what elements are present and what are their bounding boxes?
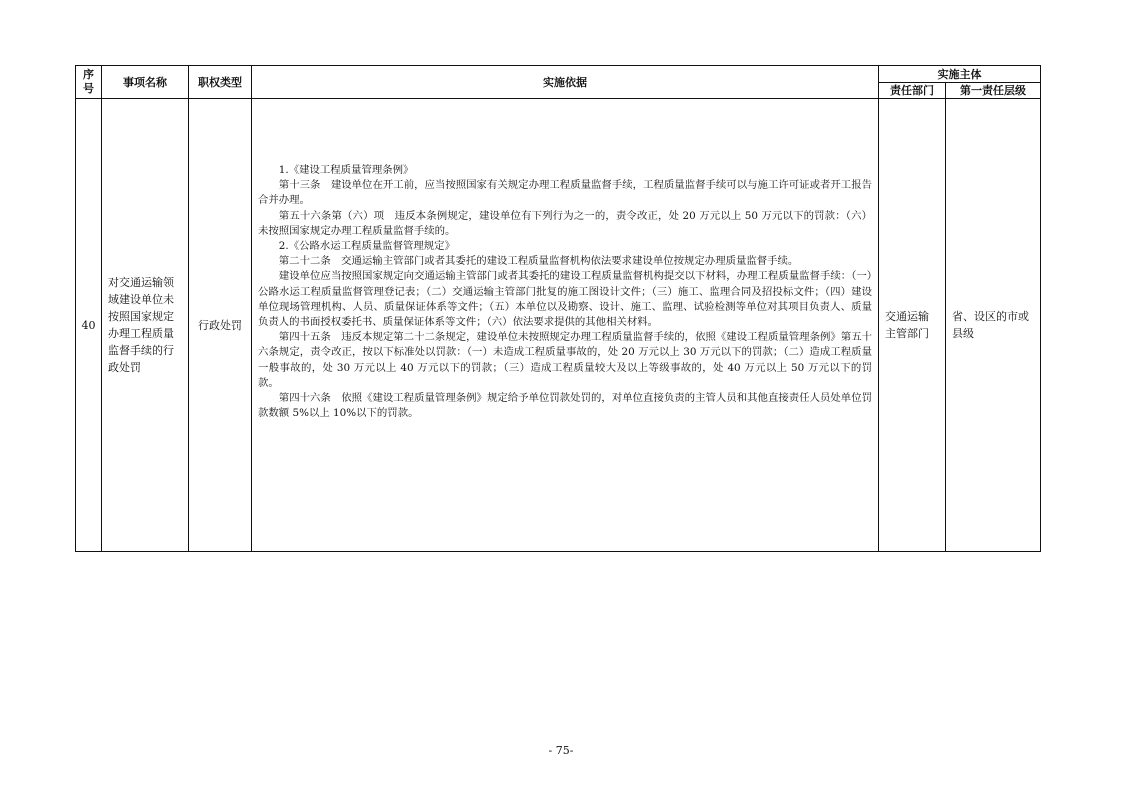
basis-paragraph: 第二十二条 交通运输主管部门或者其委托的建设工程质量监督机构依法要求建设单位按规定办理质量监督手续。 bbox=[278, 255, 799, 268]
cell-item-name: 对交通运输领域建设单位未按照国家规定办理工程质量监督手续的行政处罚 bbox=[102, 99, 189, 552]
power-list-table bbox=[75, 65, 1041, 552]
header-dept: 责任部门 bbox=[879, 83, 946, 99]
basis-text bbox=[258, 99, 872, 421]
header-row-1 bbox=[76, 66, 1041, 83]
basis-paragraph: 1.《建设工程质量管理条例》 bbox=[278, 164, 414, 176]
cell-basis bbox=[252, 99, 879, 552]
header-seq: 序号 bbox=[76, 66, 102, 99]
header-item-name: 事项名称 bbox=[102, 66, 189, 99]
cell-seq: 40 bbox=[76, 99, 102, 552]
page-number: - 75- bbox=[548, 744, 574, 757]
basis-paragraph: 第十三条 建设单位在开工前，应当按照国家有关规定办理工程质量监督手续，工程质量监督手续可以与施工许可证或者开工报告合并办理。 bbox=[258, 179, 872, 207]
cell-dept: 交通运输主管部门 bbox=[879, 99, 946, 552]
table-row bbox=[76, 99, 1041, 552]
basis-paragraph: 第四十六条 依照《建设工程质量管理条例》规定给予单位罚款处罚的，对单位直接负责的主管人员和其他直接责任人员处单位罚款数额 5%以上 10%以下的罚款。 bbox=[258, 392, 872, 420]
header-level: 第一责任层级 bbox=[946, 83, 1041, 99]
basis-paragraph: 2.《公路水运工程质量监督管理规定》 bbox=[278, 240, 455, 253]
header-subject: 实施主体 bbox=[879, 66, 1041, 83]
header-basis: 实施依据 bbox=[252, 66, 879, 99]
basis-paragraph: 第四十五条 违反本规定第二十二条规定，建设单位未按照规定办理工程质量监督手续的，依照《建设工程质量管理条例》第五十六条规定，责令改正，按以下标准处以罚款：（一）未造成工程质量事故的，处 20 万元以上 30 万元以下的罚款；（二）造成工程质量一般事故的，处 30 万元以上 40 万元以下的罚款；（三）造成工程质量较大及以上等级事故的，处 40 万元以上 50 万元以下的罚款。 bbox=[258, 331, 872, 389]
cell-power-type: 行政处罚 bbox=[189, 99, 252, 552]
cell-level: 省、设区的市或县级 bbox=[946, 99, 1041, 552]
basis-paragraph: 建设单位应当按照国家规定向交通运输主管部门或者其委托的建设工程质量监督机构提交以下材料，办理工程质量监督手续：（一）公路水运工程质量监督管理登记表；（二）交通运输主管部门批复的施工图设计文件；（三）施工、监理合同及招投标文件；（四）建设单位现场管理机构、人员、质量保证体系等文件；（五）本单位以及勘察、设计、施工、监理、试验检测等单位对其项目负责人、质量负责人的书面授权委托书、质量保证体系等文件；（六）依法要求提供的其他相关材料。 bbox=[258, 270, 872, 329]
header-power-type: 职权类型 bbox=[189, 66, 252, 99]
basis-paragraph: 第五十六条第（六）项 违反本条例规定，建设单位有下列行为之一的，责令改正，处 20 万元以上 50 万元以下的罚款：（六）未按照国家规定办理工程质量监督手续的。 bbox=[258, 209, 872, 237]
